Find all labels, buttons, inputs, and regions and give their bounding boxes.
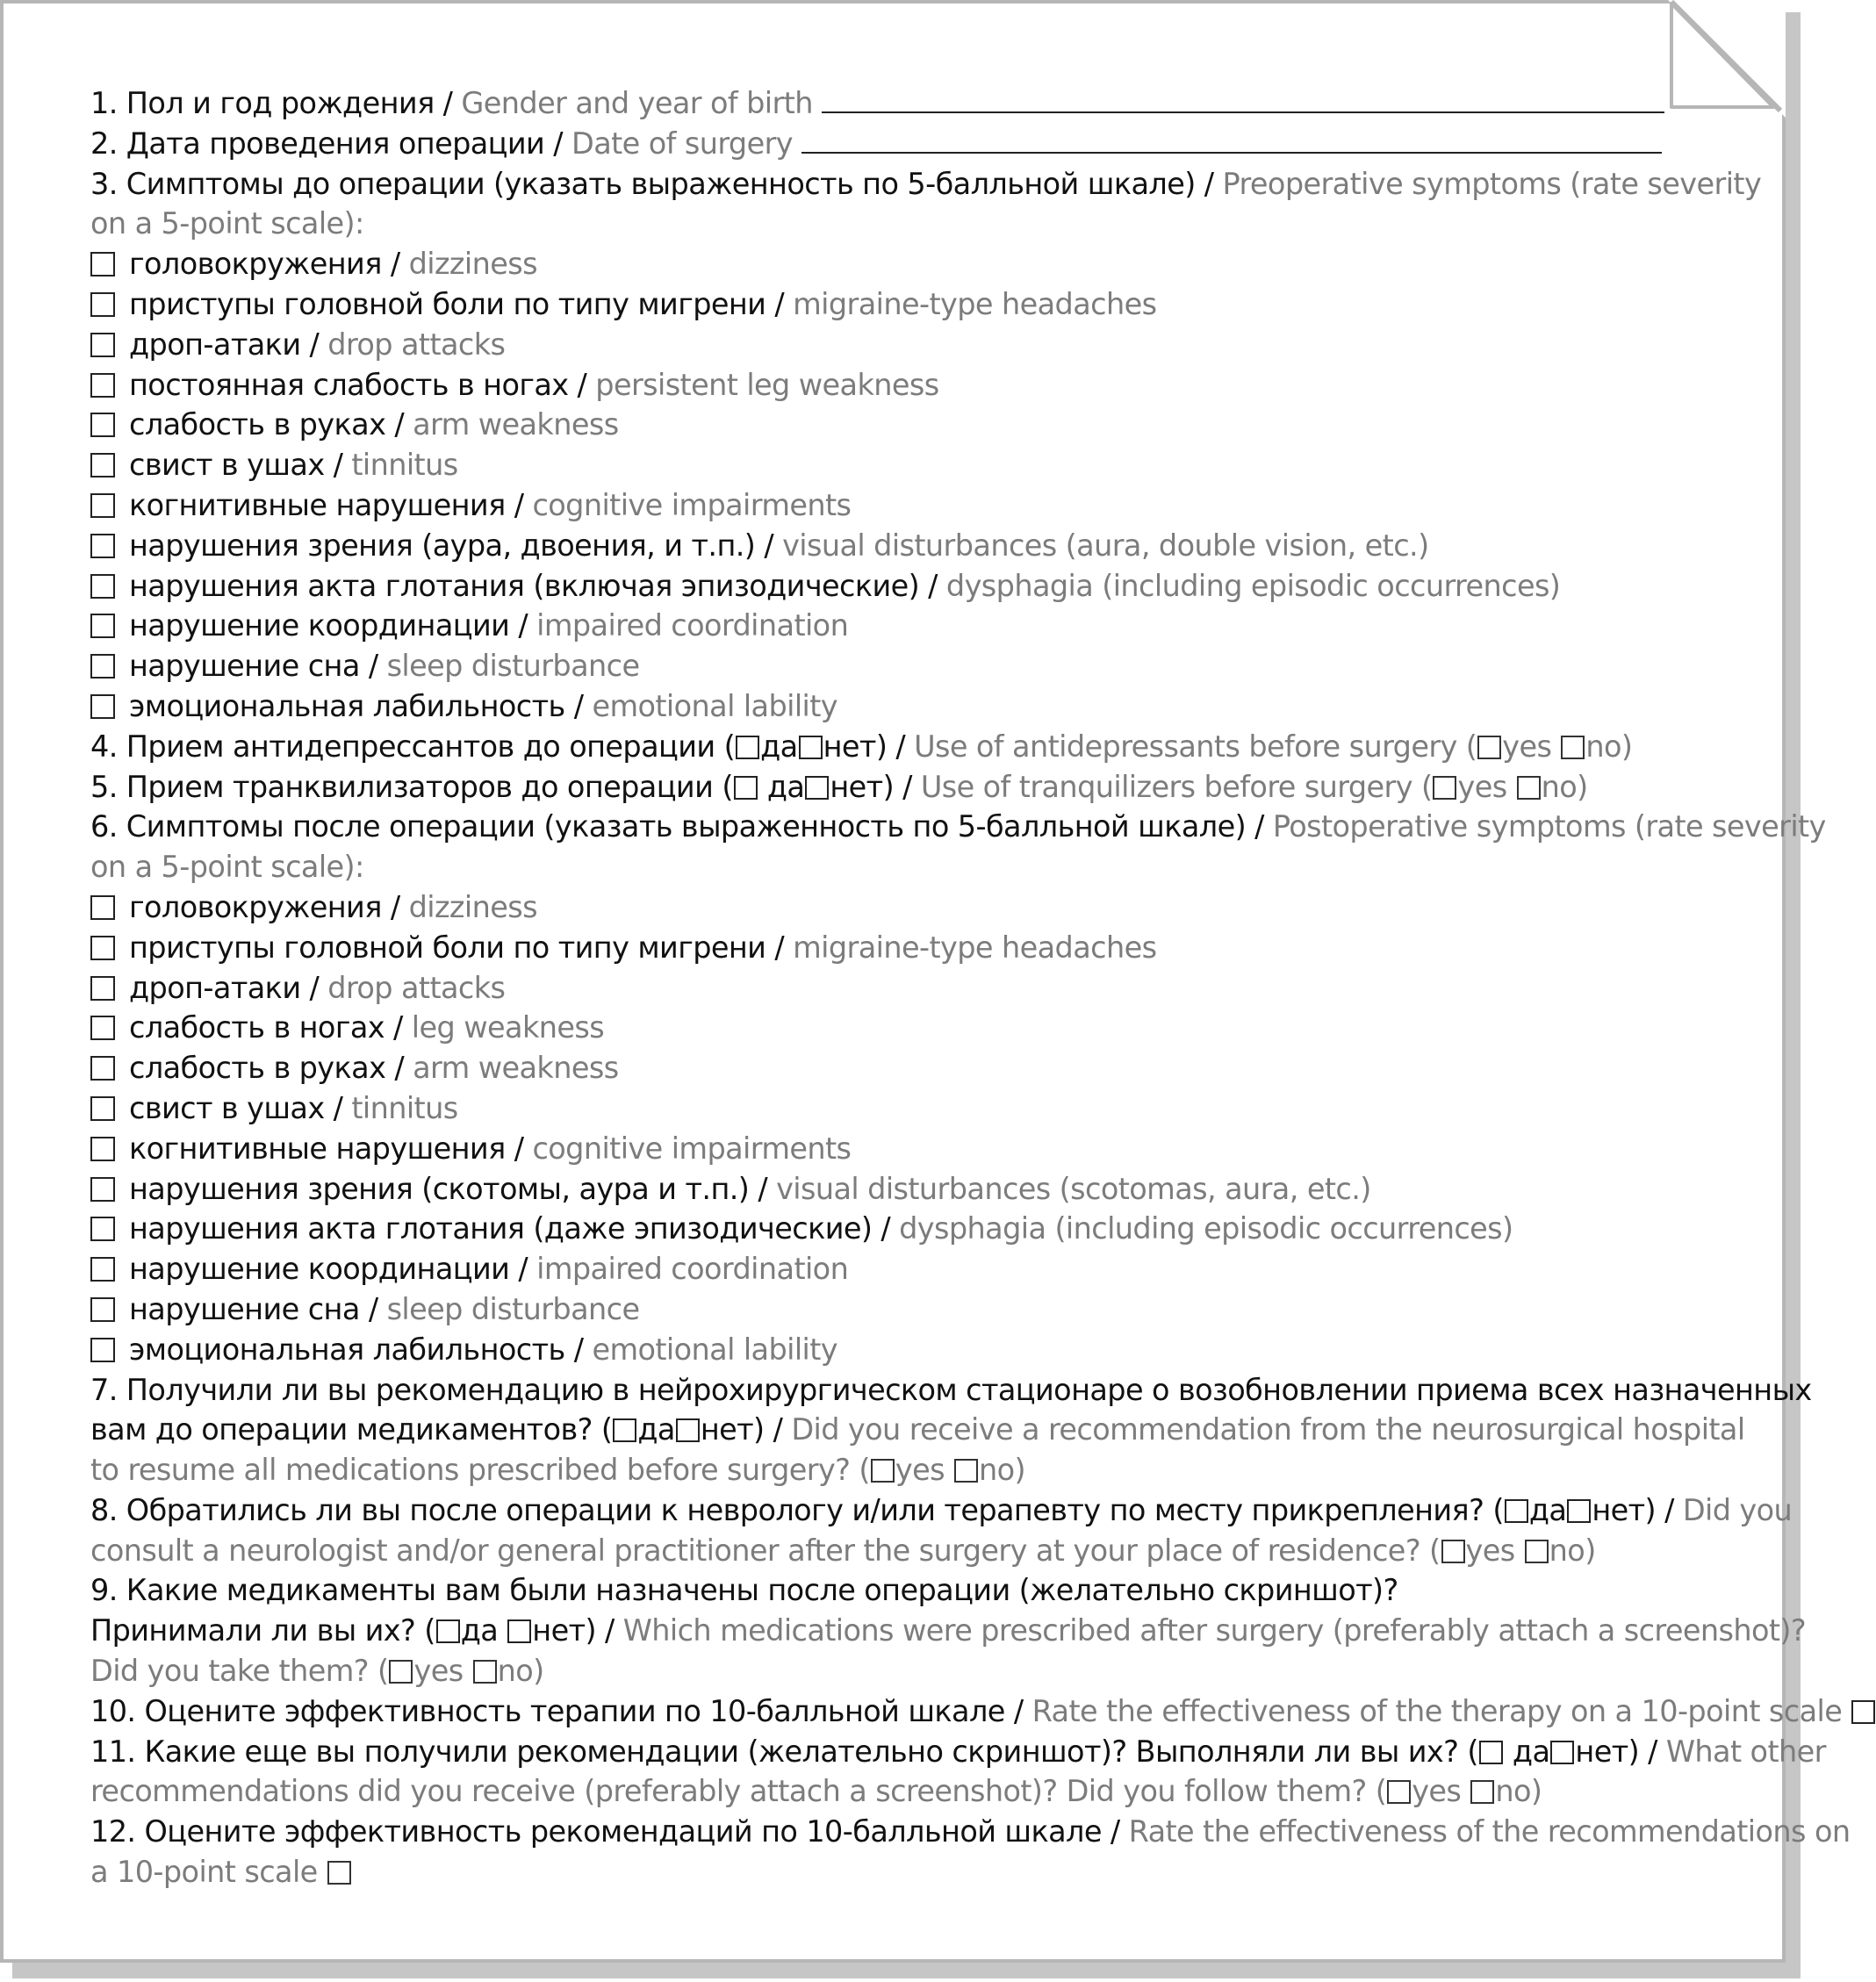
symptom-label-ru: эмоциональная лабильность / <box>129 1332 593 1367</box>
postoperative-symptom-item <box>90 1289 1741 1330</box>
postoperative-symptom-item <box>90 887 1741 928</box>
preoperative-symptom-item <box>90 365 1741 406</box>
preoperative-symptom-item <box>90 686 1741 727</box>
resume-meds-no-ru-checkbox[interactable] <box>676 1418 700 1442</box>
antidepressants-yes-ru-checkbox[interactable] <box>736 736 759 759</box>
took-meds-yes-ru-checkbox[interactable] <box>436 1619 460 1643</box>
postoperative-symptom-item <box>90 1129 1741 1169</box>
question-9-line-3: Did you take them? ( yes no) <box>90 1654 544 1689</box>
symptom-label-ru: слабость в руках / <box>129 407 413 442</box>
preoperative-symptom-checkbox[interactable] <box>90 453 115 478</box>
followed-recs-no-ru-checkbox[interactable] <box>1550 1741 1574 1764</box>
symptom-label-en: drop attacks <box>327 327 506 362</box>
postoperative-symptom-item <box>90 1048 1741 1088</box>
postoperative-symptom-checkbox[interactable] <box>90 1217 115 1241</box>
consult-no-ru-checkbox[interactable] <box>1567 1499 1591 1523</box>
symptom-label-ru: нарушение координации / <box>129 608 537 643</box>
preoperative-symptom-checkbox[interactable] <box>90 373 115 398</box>
symptom-label-ru: слабость в руках / <box>129 1051 413 1086</box>
question-12-line-2: a 10-point scale <box>90 1852 1741 1892</box>
symptom-label-ru: слабость в ногах / <box>129 1010 412 1045</box>
question-7: 7. Получили ли вы рекомендацию в нейрохирургическом стационаре о возобновлении приема всех назначенных <box>90 1372 1812 1407</box>
symptom-label-ru: дроп-атаки / <box>129 327 328 362</box>
symptom-label-en: sleep disturbance <box>386 649 640 684</box>
antidepressants-no-checkbox[interactable] <box>1561 736 1585 759</box>
symptom-label-en: cognitive impairments <box>532 1131 852 1166</box>
preoperative-symptom-checkbox[interactable] <box>90 292 115 317</box>
symptom-label-ru: когнитивные нарушения / <box>129 487 533 522</box>
consult-yes-checkbox[interactable] <box>1441 1540 1465 1563</box>
symptom-label-ru: дроп-атаки / <box>129 970 328 1005</box>
gender-birth-year-field[interactable] <box>822 85 1664 113</box>
symptom-label-ru: головокружения / <box>129 247 409 282</box>
question-8: 8. Обратились ли вы после операции к неврологу и/или терапевту по месту прикрепления? ( да нет) / Did you <box>90 1492 1793 1527</box>
question-11: 11. Какие еще вы получили рекомендации (желательно скриншот)? Выполняли ли вы их? ( да нет) / What other <box>90 1734 1826 1769</box>
symptom-label-en: migraine-type headaches <box>793 930 1157 965</box>
postoperative-symptom-checkbox[interactable] <box>90 976 115 1001</box>
preoperative-symptom-item <box>90 606 1741 646</box>
symptom-label-en: migraine-type headaches <box>793 286 1157 321</box>
question-7-line-2: вам до операции медикаментов? ( да нет) / Did you receive a recommendation from the neurosurgical hospital <box>90 1412 1745 1447</box>
preoperative-symptom-checkbox[interactable] <box>90 574 115 599</box>
preoperative-symptom-item <box>90 566 1741 607</box>
question-5: 5. Прием транквилизаторов до операции ( да нет) / Use of tranquilizers before surgery ( yes no) <box>90 769 1588 804</box>
postoperative-symptom-checkbox[interactable] <box>90 1096 115 1121</box>
preoperative-symptom-checkbox[interactable] <box>90 493 115 518</box>
symptom-label-en: cognitive impairments <box>532 487 852 522</box>
antidepressants-no-ru-checkbox[interactable] <box>799 736 823 759</box>
postoperative-symptom-item <box>90 968 1741 1009</box>
resume-meds-no-checkbox[interactable] <box>954 1459 978 1483</box>
antidepressants-yes-checkbox[interactable] <box>1477 736 1501 759</box>
preoperative-symptom-item <box>90 244 1741 284</box>
postoperative-symptom-item <box>90 1169 1741 1210</box>
question-7-line-3: to resume all medications prescribed before surgery? ( yes no) <box>90 1453 1026 1488</box>
question-2: 2. Дата проведения операции / Date of surgery <box>90 124 1741 164</box>
resume-meds-yes-ru-checkbox[interactable] <box>613 1418 636 1442</box>
postoperative-symptom-checkbox[interactable] <box>90 895 115 920</box>
resume-meds-yes-checkbox[interactable] <box>871 1459 895 1483</box>
took-meds-no-ru-checkbox[interactable] <box>507 1619 531 1643</box>
followed-recs-yes-checkbox[interactable] <box>1387 1780 1411 1804</box>
symptom-label-en: emotional lability <box>592 688 838 723</box>
symptom-label-ru: приступы головной боли по типу мигрени / <box>129 286 794 321</box>
preoperative-symptom-checkbox[interactable] <box>90 413 115 437</box>
symptom-label-ru: когнитивные нарушения / <box>129 1131 533 1166</box>
symptom-label-ru: нарушения зрения (скотомы, аура и т.п.) / <box>129 1171 777 1206</box>
preoperative-symptom-item <box>90 646 1741 686</box>
symptom-label-en: impaired coordination <box>536 608 849 643</box>
postoperative-symptom-item <box>90 1008 1741 1048</box>
followed-recs-no-checkbox[interactable] <box>1470 1780 1494 1804</box>
symptom-label-en: dysphagia (including episodic occurrences) <box>899 1211 1513 1246</box>
preoperative-symptom-item <box>90 284 1741 325</box>
symptom-label-en: impaired coordination <box>536 1252 849 1287</box>
symptom-label-ru: нарушения акта глотания (включая эпизодические) / <box>129 568 946 603</box>
preoperative-symptom-checkbox[interactable] <box>90 614 115 638</box>
consult-yes-ru-checkbox[interactable] <box>1505 1499 1528 1523</box>
took-meds-yes-checkbox[interactable] <box>389 1660 413 1684</box>
symptom-label-en: dysphagia (including episodic occurrences) <box>945 568 1561 603</box>
symptom-label-ru: свист в ушах / <box>129 448 352 483</box>
symptom-label-en: tinnitus <box>351 1090 458 1125</box>
symptom-label-en: arm weakness <box>413 407 619 442</box>
symptom-label-ru: нарушения зрения (аура, двоения, и т.п.) / <box>129 528 783 563</box>
postoperative-symptom-item <box>90 928 1741 968</box>
preoperative-symptom-list <box>90 244 1741 727</box>
postoperative-symptom-checkbox[interactable] <box>90 1137 115 1161</box>
recommendations-score-box[interactable] <box>327 1861 351 1885</box>
symptom-label-ru: нарушение сна / <box>129 649 387 684</box>
symptom-label-ru: нарушение координации / <box>129 1252 537 1287</box>
tranquilizers-yes-checkbox[interactable] <box>1433 776 1456 800</box>
postoperative-symptom-checkbox[interactable] <box>90 1297 115 1322</box>
question-3: 3. Симптомы до операции (указать выраженность по 5-балльной шкале) / Preoperative symptoms (rate severity <box>90 166 1762 201</box>
preoperative-symptom-item <box>90 526 1741 566</box>
symptom-label-ru: нарушения акта глотания (даже эпизодические) / <box>129 1211 900 1246</box>
postoperative-symptom-item <box>90 1088 1741 1129</box>
consult-no-checkbox[interactable] <box>1525 1540 1549 1563</box>
preoperative-symptom-checkbox[interactable] <box>90 252 115 276</box>
postoperative-symptom-checkbox[interactable] <box>90 1177 115 1202</box>
surgery-date-field[interactable] <box>801 126 1662 154</box>
symptom-label-en: drop attacks <box>327 970 506 1005</box>
question-8-line-2: consult a neurologist and/or general practitioner after the surgery at your place of residence? ( yes no) <box>90 1533 1596 1568</box>
postoperative-symptom-checkbox[interactable] <box>90 1056 115 1081</box>
question-9: 9. Какие медикаменты вам были назначены после операции (желательно скриншот)? <box>90 1573 1398 1608</box>
symptom-label-ru: нарушение сна / <box>129 1291 387 1326</box>
postoperative-symptom-checkbox[interactable] <box>90 1257 115 1282</box>
postoperative-symptom-list <box>90 887 1741 1370</box>
preoperative-symptom-item <box>90 445 1741 485</box>
symptom-label-en: arm weakness <box>413 1051 619 1086</box>
symptom-label-en: dizziness <box>408 247 537 282</box>
preoperative-symptom-item <box>90 485 1741 526</box>
preoperative-symptom-checkbox[interactable] <box>90 534 115 558</box>
symptom-label-ru: приступы головной боли по типу мигрени / <box>129 930 794 965</box>
preoperative-symptom-checkbox[interactable] <box>90 694 115 719</box>
took-meds-no-checkbox[interactable] <box>473 1660 497 1684</box>
symptom-label-en: sleep disturbance <box>386 1291 640 1326</box>
postoperative-symptom-item <box>90 1249 1741 1289</box>
symptom-label-en: dizziness <box>408 889 537 924</box>
symptom-label-en: emotional lability <box>592 1332 838 1367</box>
postoperative-symptom-checkbox[interactable] <box>90 936 115 960</box>
tranquilizers-yes-ru-checkbox[interactable] <box>734 776 758 800</box>
symptom-label-en: visual disturbances (aura, double vision, etc.) <box>782 528 1429 563</box>
questionnaire-body <box>90 83 1851 1892</box>
question-4: 4. Прием антидепрессантов до операции ( да нет) / Use of antidepressants before surgery ( yes no) <box>90 729 1633 764</box>
question-11-line-2: recommendations did you receive (preferably attach a screenshot)? Did you follow them? ( yes no) <box>90 1774 1542 1809</box>
symptom-label-ru: эмоциональная лабильность / <box>129 688 593 723</box>
postoperative-symptom-item <box>90 1209 1741 1249</box>
question-1: 1. Пол и год рождения / Gender and year of birth <box>90 83 1741 124</box>
tranquilizers-no-ru-checkbox[interactable] <box>805 776 829 800</box>
preoperative-symptom-item <box>90 325 1741 365</box>
question-9-line-2: Принимали ли вы их? ( да нет) / Which medications were prescribed after surgery (preferably attach a screenshot)? <box>90 1613 1807 1648</box>
symptom-label-en: leg weakness <box>411 1010 605 1045</box>
symptom-label-ru: головокружения / <box>129 889 409 924</box>
question-10: 10. Оцените эффективность терапии по 10-балльной шкале / Rate the effectiveness of the therapy on a 10-point scale <box>90 1691 1741 1732</box>
symptom-label-en: visual disturbances (scotomas, aura, etc.) <box>776 1171 1371 1206</box>
question-6: 6. Симптомы после операции (указать выраженность по 5-балльной шкале) / Postoperative symptoms (rate severity <box>90 809 1826 844</box>
preoperative-symptom-checkbox[interactable] <box>90 333 115 357</box>
symptom-label-en: persistent leg weakness <box>595 367 939 402</box>
tranquilizers-no-checkbox[interactable] <box>1517 776 1541 800</box>
postoperative-symptom-checkbox[interactable] <box>90 1016 115 1040</box>
followed-recs-yes-ru-checkbox[interactable] <box>1479 1741 1503 1764</box>
symptom-label-en: tinnitus <box>351 448 458 483</box>
question-6-continuation: on a 5-point scale): <box>90 850 364 885</box>
preoperative-symptom-checkbox[interactable] <box>90 654 115 679</box>
preoperative-symptom-item <box>90 405 1741 445</box>
symptom-label-ru: свист в ушах / <box>129 1090 352 1125</box>
postoperative-symptom-checkbox[interactable] <box>90 1338 115 1362</box>
question-12: 12. Оцените эффективность рекомендаций по 10-балльной шкале / Rate the effectiveness of the recommendations on <box>90 1814 1851 1849</box>
postoperative-symptom-item <box>90 1330 1741 1370</box>
symptom-label-ru: постоянная слабость в ногах / <box>129 367 596 402</box>
therapy-score-box[interactable] <box>1851 1700 1875 1724</box>
question-3-continuation: on a 5-point scale): <box>90 206 364 241</box>
